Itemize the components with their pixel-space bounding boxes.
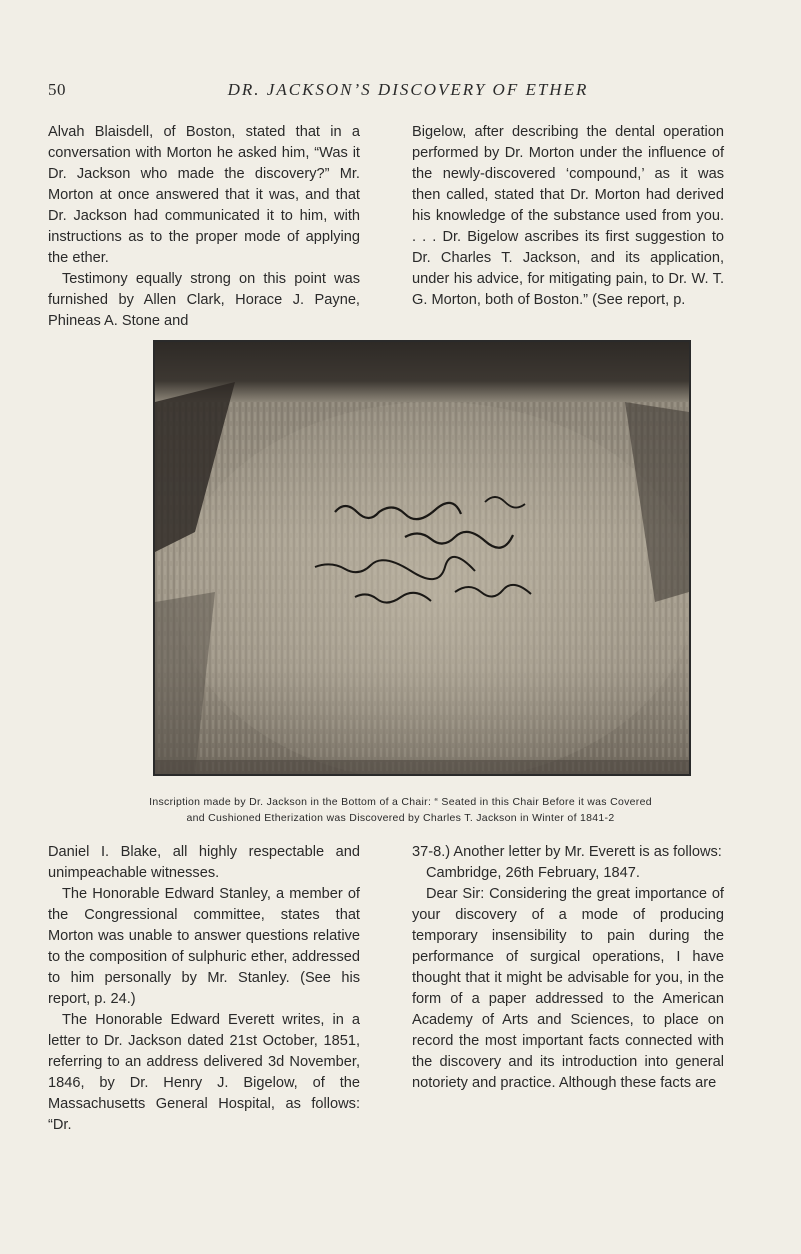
paragraph: 37-8.) Another letter by Mr. Everett is as follows: xyxy=(412,844,722,860)
page-header xyxy=(48,80,768,104)
page-number: 50 xyxy=(48,80,66,99)
paragraph: Testimony equally strong on this point was furnished by Allen Clark, Horace J. Payne, Phineas A. Stone and xyxy=(48,271,360,329)
column-bottom-left xyxy=(48,842,360,1136)
paragraph: Bigelow, after describing the dental operation performed by Dr. Morton under the influence of the newly-discovered ‘compound,’ as it was then called, stated that Dr. Morton had derived his knowledge of the substance used from you. . . . Dr. Bigelow ascribes its first suggestion to Dr. Charles T. Jackson, and its application, under his advice, for mitigating pain, to Dr. W. T. G. Morton, both of Boston.” (See report, p. xyxy=(412,124,724,308)
caption-line: Inscription made by Dr. Jackson in the Bottom of a Chair: “ Seated in this Chair Before it was Covered xyxy=(149,796,652,808)
column-bottom-right xyxy=(412,842,724,1094)
column-top-left xyxy=(48,122,360,332)
running-head: DR. JACKSON’S DISCOVERY OF ETHER xyxy=(227,80,589,99)
paragraph: The Honorable Edward Stanley, a member of the Congressional committee, states that Morton was unable to answer questions relative to the composition of sulphuric ether, addressed to him personally by Mr. Stanley. (See his report, p. 24.) xyxy=(48,886,360,1007)
paragraph: Dear Sir: Considering the great importance of your discovery of a mode of producing temporary insensibility to pain during the performance of surgical operations, I have thought that it might be advisable for you, in the form of a paper addressed to the American Academy of Arts and Sciences, to place on record the most important facts connected with the discovery and its introduction into general notoriety and practice. Although these facts are xyxy=(412,886,724,1091)
chair-inscription-photo xyxy=(153,340,691,776)
photo-illustration xyxy=(155,342,689,774)
paragraph: Daniel I. Blake, all highly respectable and unimpeachable witnesses. xyxy=(48,844,360,881)
column-top-right xyxy=(412,122,724,311)
paragraph: Cambridge, 26th February, 1847. xyxy=(426,865,640,881)
figure-caption xyxy=(40,794,761,826)
caption-line: and Cushioned Etherization was Discovered by Charles T. Jackson in Winter of 1841-2 xyxy=(186,812,615,824)
paragraph: Alvah Blaisdell, of Boston, stated that in a conversation with Morton he asked him, “Was it Dr. Jackson who made the discovery?” Mr. Morton at once answered that it was, and that Dr. Jackson had communicated it to him, with instructions as to the proper mode of applying the ether. xyxy=(48,124,360,266)
paragraph: The Honorable Edward Everett writes, in a letter to Dr. Jackson dated 21st October, 1851, referring to an address delivered 3d November, 1846, by Dr. Henry J. Bigelow, of the Massachusetts General Hospital, as follows: “Dr. xyxy=(48,1012,360,1133)
